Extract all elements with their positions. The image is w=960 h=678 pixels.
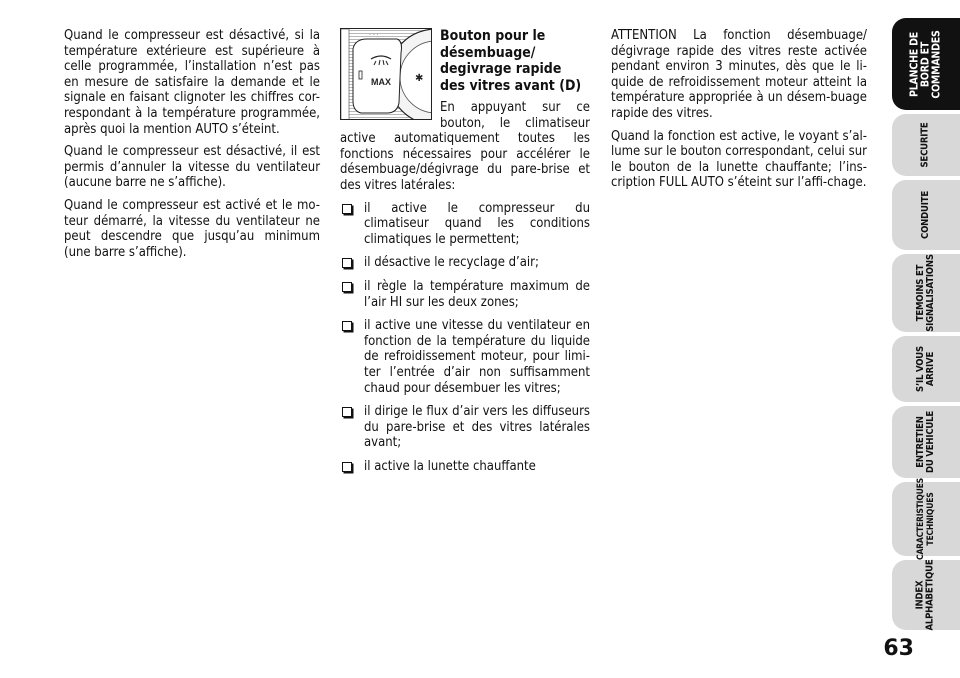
list-item: il dirige le flux d’air vers les diffuseurs du pare-brise et des vitres latérales avant; [340, 404, 590, 451]
tab-planche-de-bord[interactable]: PLANCHE DE BORD ET COMMANDES [892, 18, 960, 110]
max-label: MAX [371, 77, 391, 87]
section-heading-defrost: Bouton pour le désembuage/ degivrage rapide des vitres avant (D) [440, 28, 582, 94]
svg-text:✱: ✱ [415, 73, 424, 84]
list-item: il règle la température maximum de l’air HI sur les deux zones; [340, 279, 590, 310]
chapter-tabs [876, 0, 960, 678]
tab-entretien[interactable]: ENTRETIEN DU VEHICULE [892, 406, 960, 478]
page-number: 63 [883, 636, 914, 661]
tab-temoins[interactable]: TEMOINS ET SIGNALISATIONS [892, 254, 960, 332]
paragraph-compressor-off-fan: Quand le compresseur est désactivé, il est permis d’annuler la vitesse du ventilateur (aucune barre ne s’affiche). [64, 144, 320, 191]
paragraph-compressor-on-fan: Quand le compresseur est activé et le mo-teur démarré, la vitesse du ventilateur ne peut descendre que jusqu’au minimum (une barre s’affiche). [64, 197, 320, 260]
list-item: il désactive le recyclage d’air; [340, 255, 590, 271]
checkbox-bullet-icon [342, 407, 352, 417]
paragraph-compressor-off-temp: Quand le compresseur est désactivé, si la température extérieure est supérieure à celle programmée, l’installation n’est pas en mesure de satisfaire la demande et le signale en faisant clignoter les chiffres cor-respondant à la température programmée, après quoi la mention AUTO s’éteint. [64, 28, 320, 137]
tab-securite[interactable]: SECURITE [892, 114, 960, 176]
paragraph-function-active: Quand la fonction est active, le voyant s’al-lume sur le bouton correspondant, celui sur le bouton de la lunette chauffante; l’ins-cription FULL AUTO s’éteint sur l’affi-chage. [611, 128, 867, 191]
svg-text:· · ·: · · · [369, 32, 379, 39]
tab-conduite[interactable]: CONDUITE [892, 180, 960, 250]
checkbox-bullet-icon [342, 321, 352, 331]
column-middle [340, 28, 590, 482]
list-item: il active une vitesse du ventilateur en fonction de la température du liquide de refroidissement moteur, pour limi-ter l’entrée d’air non suffisamment chaud pour désembuer les vitres; [340, 318, 590, 396]
column-right [611, 28, 867, 198]
tab-index[interactable]: INDEX ALPHABETIQUE [892, 560, 960, 630]
paragraph-defrost-intro: En appuyant sur ce bouton, le climatiseur active automatiquement toutes les fonctions nécessaires pour accélérer le désembuage/dégivrage du pare-brise et des vitres latérales: [340, 100, 590, 193]
column-left [64, 28, 320, 267]
paragraph-attention: ATTENTION La fonction désembuage/ dégivrage rapide des vitres reste activée pendant environ 3 minutes, dès que le li-quide de refroidissement moteur atteint la température appropriée à un désem-buage rapide des vitres. [611, 28, 867, 121]
checkbox-bullet-icon [342, 258, 352, 268]
tab-sil-vous-arrive[interactable]: S’IL VOUS ARRIVE [892, 336, 960, 402]
list-item: il active le compresseur du climatiseur quand les conditions climatiques le permettent; [340, 201, 590, 248]
tab-caracteristiques[interactable]: CARACTERISTIQUES TECHNIQUES [892, 482, 960, 556]
checkbox-bullet-icon [342, 204, 352, 214]
list-item: il active la lunette chauffante [340, 459, 590, 475]
defrost-button-illustration [340, 28, 432, 120]
checkbox-bullet-icon [342, 282, 352, 292]
defrost-functions-list [340, 201, 590, 475]
checkbox-bullet-icon [342, 462, 352, 472]
defrost-button-drawing [341, 29, 432, 120]
